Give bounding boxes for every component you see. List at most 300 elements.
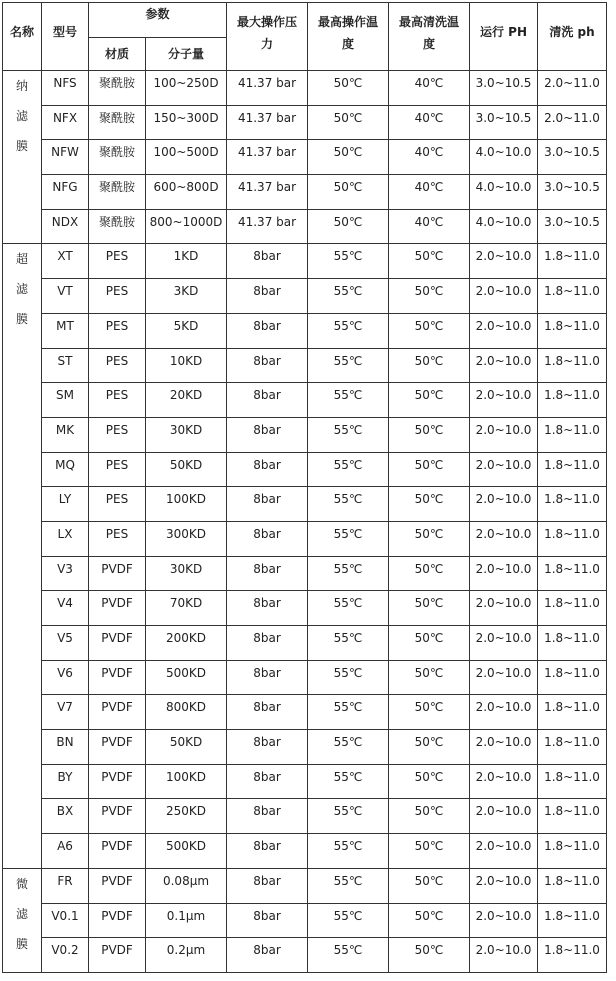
pressure-value: 8bar (253, 873, 281, 888)
clean-temp-value: 50℃ (414, 492, 444, 507)
clean-ph-cell (538, 383, 607, 418)
material-value: PES (105, 422, 129, 437)
pressure-cell (227, 626, 308, 661)
op-temp-value: 55℃ (333, 665, 363, 680)
material-cell (89, 209, 146, 244)
run-ph-cell (470, 660, 538, 695)
op-temp-cell (308, 140, 389, 175)
run-ph-cell (470, 140, 538, 175)
model-cell (42, 175, 89, 210)
mw-value: 30KD (169, 561, 203, 576)
material-cell (89, 313, 146, 348)
clean-ph-cell (538, 660, 607, 695)
clean-ph-cell (538, 209, 607, 244)
clean-temp-value: 50℃ (414, 284, 444, 299)
clean-ph-value: 1.8~11.0 (544, 804, 600, 819)
material-value: PES (105, 388, 129, 403)
table-row (3, 660, 607, 695)
category-label-char: 滤 (15, 109, 28, 123)
op-temp-value: 50℃ (333, 76, 363, 90)
material-cell (89, 730, 146, 765)
table-row (3, 140, 607, 175)
category-label-char: 膜 (15, 312, 28, 327)
mw-cell (146, 799, 227, 834)
op-temp-value: 50℃ (333, 180, 363, 195)
op-temp-cell (308, 487, 389, 522)
material-value: 聚酰胺 (98, 180, 135, 195)
table-row (3, 626, 607, 661)
model-cell (42, 834, 89, 869)
pressure-value: 8bar (253, 769, 281, 784)
clean-temp-value: 50℃ (414, 353, 444, 368)
model-value: A6 (57, 839, 73, 854)
clean-temp-cell (389, 626, 470, 661)
mw-cell (146, 834, 227, 869)
clean-ph-value: 1.8~11.0 (544, 249, 600, 264)
clean-ph-cell (538, 799, 607, 834)
model-cell (42, 730, 89, 765)
run-ph-value: 2.0~10.0 (475, 839, 532, 854)
table-row (3, 209, 607, 244)
pressure-cell (227, 556, 308, 591)
clean-temp-cell (389, 383, 470, 418)
op-temp-cell (308, 175, 389, 210)
material-value: PVDF (101, 631, 133, 645)
material-cell (89, 140, 146, 175)
run-ph-value: 2.0~10.0 (475, 353, 532, 368)
model-cell (42, 209, 89, 244)
model-value: BN (56, 735, 74, 750)
clean-temp-value: 50℃ (414, 318, 444, 333)
mw-value: 600~800D (153, 180, 219, 195)
pressure-value: 8bar (253, 735, 281, 750)
table-row (3, 764, 607, 799)
mw-cell (146, 105, 227, 140)
pressure-value: 41.37 bar (237, 110, 297, 125)
run-ph-value: 2.0~10.0 (475, 804, 532, 819)
table-row (3, 799, 607, 834)
model-cell (42, 348, 89, 383)
material-cell (89, 348, 146, 383)
table-row (3, 591, 607, 626)
clean-temp-value: 50℃ (414, 769, 444, 784)
material-cell (89, 591, 146, 626)
clean-temp-cell (389, 348, 470, 383)
clean-ph-value: 1.8~11.0 (544, 735, 600, 750)
category-label-char: 膜 (15, 139, 28, 153)
mw-cell (146, 591, 227, 626)
clean-ph-value: 1.8~11.0 (544, 561, 600, 576)
table-row (3, 834, 607, 869)
run-ph-value: 2.0~10.0 (475, 284, 532, 299)
material-cell (89, 244, 146, 279)
clean-temp-value: 40℃ (414, 110, 444, 125)
op-temp-value: 55℃ (333, 596, 363, 611)
pressure-cell (227, 903, 308, 938)
pressure-cell (227, 105, 308, 140)
material-cell (89, 71, 146, 106)
clean-ph-cell (538, 834, 607, 869)
table-body (3, 71, 607, 973)
mw-cell (146, 417, 227, 452)
pressure-cell (227, 279, 308, 314)
clean-ph-value: 1.8~11.0 (544, 769, 600, 784)
model-value: BX (56, 804, 74, 819)
pressure-cell (227, 660, 308, 695)
mw-value: 100KD (166, 769, 207, 784)
mw-cell (146, 938, 227, 973)
mw-cell (146, 348, 227, 383)
pressure-cell (227, 799, 308, 834)
model-cell (42, 313, 89, 348)
pressure-value: 8bar (253, 249, 281, 264)
pressure-cell (227, 764, 308, 799)
pressure-value: 8bar (253, 526, 281, 541)
run-ph-value: 2.0~10.0 (475, 249, 532, 264)
mw-cell (146, 730, 227, 765)
run-ph-cell (470, 313, 538, 348)
material-value: PES (105, 526, 129, 541)
clean-temp-cell (389, 487, 470, 522)
header-name: 名称 (3, 3, 42, 71)
category-label-char: 滤 (15, 282, 28, 297)
model-value: LX (57, 526, 73, 541)
run-ph-cell (470, 834, 538, 869)
op-temp-cell (308, 383, 389, 418)
model-cell (42, 799, 89, 834)
op-temp-cell (308, 279, 389, 314)
mw-value: 150~300D (153, 110, 219, 125)
op-temp-value: 55℃ (333, 249, 363, 264)
op-temp-cell (308, 695, 389, 730)
clean-temp-cell (389, 175, 470, 210)
model-value: NDX (51, 214, 79, 229)
material-value: PES (105, 249, 129, 264)
table-row (3, 452, 607, 487)
category-label-char: 纳 (15, 79, 28, 93)
clean-temp-cell (389, 799, 470, 834)
material-cell (89, 487, 146, 522)
run-ph-value: 2.0~10.0 (475, 596, 532, 611)
mw-cell (146, 764, 227, 799)
model-cell (42, 521, 89, 556)
run-ph-value: 2.0~10.0 (475, 422, 532, 437)
material-value: 聚酰胺 (98, 145, 135, 160)
material-cell (89, 383, 146, 418)
run-ph-cell (470, 903, 538, 938)
pressure-value: 41.37 bar (237, 180, 297, 195)
model-cell (42, 71, 89, 106)
table-row (3, 417, 607, 452)
pressure-value: 8bar (253, 665, 281, 680)
op-temp-value: 55℃ (333, 492, 363, 507)
clean-temp-cell (389, 764, 470, 799)
run-ph-cell (470, 348, 538, 383)
material-value: PES (105, 318, 129, 333)
model-value: V6 (57, 665, 73, 680)
mw-value: 800KD (166, 700, 207, 715)
clean-ph-value: 1.8~11.0 (544, 873, 600, 888)
table-row (3, 487, 607, 522)
model-cell (42, 626, 89, 661)
pressure-value: 8bar (253, 700, 281, 715)
clean-temp-value: 50℃ (414, 943, 444, 958)
clean-temp-cell (389, 903, 470, 938)
pressure-cell (227, 730, 308, 765)
clean-ph-cell (538, 452, 607, 487)
clean-ph-value: 2.0~11.0 (544, 110, 600, 125)
clean-temp-cell (389, 695, 470, 730)
table-row (3, 279, 607, 314)
pressure-cell (227, 383, 308, 418)
op-temp-cell (308, 834, 389, 869)
clean-temp-cell (389, 417, 470, 452)
clean-ph-value: 1.8~11.0 (544, 318, 600, 333)
op-temp-value: 55℃ (333, 804, 363, 819)
material-value: 聚酰胺 (98, 214, 135, 229)
material-value: PVDF (101, 700, 133, 715)
material-value: PVDF (101, 804, 133, 819)
material-cell (89, 799, 146, 834)
mw-value: 50KD (169, 735, 203, 750)
model-cell (42, 938, 89, 973)
pressure-cell (227, 591, 308, 626)
op-temp-value: 55℃ (333, 526, 363, 541)
pressure-value: 8bar (253, 457, 281, 472)
mw-value: 70KD (169, 596, 203, 611)
run-ph-cell (470, 71, 538, 106)
model-value: V7 (57, 700, 73, 715)
run-ph-value: 2.0~10.0 (475, 735, 532, 750)
mw-cell (146, 383, 227, 418)
model-cell (42, 140, 89, 175)
clean-ph-value: 1.8~11.0 (544, 353, 600, 368)
run-ph-cell (470, 175, 538, 210)
run-ph-cell (470, 626, 538, 661)
mw-value: 1KD (173, 249, 199, 264)
mw-cell (146, 695, 227, 730)
pressure-cell (227, 209, 308, 244)
run-ph-value: 3.0~10.5 (475, 110, 532, 125)
op-temp-value: 55℃ (333, 873, 363, 888)
material-cell (89, 279, 146, 314)
clean-temp-value: 50℃ (414, 526, 444, 541)
model-value: BY (57, 769, 73, 784)
pressure-value: 41.37 bar (237, 214, 297, 229)
run-ph-value: 4.0~10.0 (475, 145, 532, 160)
pressure-value: 8bar (253, 422, 281, 437)
run-ph-cell (470, 799, 538, 834)
clean-temp-cell (389, 313, 470, 348)
mw-cell (146, 452, 227, 487)
clean-ph-value: 1.8~11.0 (544, 422, 600, 437)
clean-ph-cell (538, 348, 607, 383)
clean-temp-cell (389, 521, 470, 556)
category-label-char: 膜 (15, 936, 28, 951)
material-value: PVDF (101, 561, 133, 576)
material-cell (89, 417, 146, 452)
run-ph-cell (470, 452, 538, 487)
material-value: PVDF (101, 596, 133, 611)
clean-temp-value: 50℃ (414, 249, 444, 264)
pressure-value: 8bar (253, 943, 281, 958)
category-label-char: 超 (15, 252, 28, 267)
clean-temp-value: 50℃ (414, 735, 444, 750)
clean-ph-value: 1.8~11.0 (544, 908, 600, 923)
table-row (3, 105, 607, 140)
mw-value: 0.08μm (162, 873, 210, 888)
op-temp-value: 55℃ (333, 769, 363, 784)
run-ph-value: 3.0~10.5 (475, 76, 532, 90)
pressure-cell (227, 868, 308, 903)
material-cell (89, 105, 146, 140)
run-ph-value: 2.0~10.0 (475, 908, 532, 923)
pressure-cell (227, 348, 308, 383)
run-ph-value: 2.0~10.0 (475, 631, 532, 645)
clean-ph-cell (538, 556, 607, 591)
op-temp-cell (308, 417, 389, 452)
pressure-value: 8bar (253, 388, 281, 403)
op-temp-cell (308, 591, 389, 626)
op-temp-value: 55℃ (333, 943, 363, 958)
run-ph-value: 2.0~10.0 (475, 492, 532, 507)
op-temp-cell (308, 71, 389, 106)
run-ph-value: 2.0~10.0 (475, 457, 532, 472)
op-temp-cell (308, 799, 389, 834)
run-ph-cell (470, 764, 538, 799)
clean-temp-cell (389, 71, 470, 106)
op-temp-cell (308, 348, 389, 383)
table-row (3, 938, 607, 973)
clean-temp-value: 40℃ (414, 214, 444, 229)
model-value: XT (57, 249, 73, 264)
run-ph-cell (470, 938, 538, 973)
category-label-char: 微 (15, 876, 28, 891)
material-cell (89, 834, 146, 869)
table-row (3, 556, 607, 591)
clean-ph-cell (538, 764, 607, 799)
mw-cell (146, 521, 227, 556)
material-cell (89, 452, 146, 487)
clean-ph-cell (538, 487, 607, 522)
clean-temp-cell (389, 834, 470, 869)
run-ph-cell (470, 383, 538, 418)
pressure-cell (227, 834, 308, 869)
material-value: 聚酰胺 (98, 110, 135, 125)
run-ph-cell (470, 591, 538, 626)
pressure-cell (227, 938, 308, 973)
header-op-temp: 最高操作温度 (308, 3, 389, 71)
clean-ph-value: 2.0~11.0 (544, 76, 600, 90)
model-cell (42, 591, 89, 626)
run-ph-value: 2.0~10.0 (475, 665, 532, 680)
category-cell (3, 868, 42, 972)
run-ph-value: 2.0~10.0 (475, 388, 532, 403)
clean-temp-cell (389, 868, 470, 903)
run-ph-value: 4.0~10.0 (475, 214, 532, 229)
material-cell (89, 556, 146, 591)
table-row (3, 244, 607, 279)
pressure-cell (227, 140, 308, 175)
category-label-char: 滤 (15, 906, 28, 921)
pressure-cell (227, 695, 308, 730)
mw-cell (146, 556, 227, 591)
run-ph-cell (470, 556, 538, 591)
model-value: SM (56, 388, 74, 403)
clean-ph-cell (538, 868, 607, 903)
op-temp-value: 50℃ (333, 110, 363, 125)
table-row (3, 868, 607, 903)
op-temp-cell (308, 938, 389, 973)
model-value: V0.1 (51, 908, 79, 923)
op-temp-cell (308, 903, 389, 938)
op-temp-value: 55℃ (333, 700, 363, 715)
header-params: 参数 (89, 3, 227, 38)
material-cell (89, 938, 146, 973)
model-value: NFW (51, 145, 79, 160)
mw-value: 250KD (166, 804, 207, 819)
model-cell (42, 660, 89, 695)
run-ph-cell (470, 487, 538, 522)
clean-temp-value: 50℃ (414, 596, 444, 611)
op-temp-value: 55℃ (333, 561, 363, 576)
material-value: PVDF (101, 665, 133, 680)
mw-cell (146, 244, 227, 279)
material-cell (89, 521, 146, 556)
clean-temp-cell (389, 452, 470, 487)
run-ph-cell (470, 105, 538, 140)
clean-temp-value: 50℃ (414, 631, 444, 645)
pressure-value: 8bar (253, 596, 281, 611)
mw-value: 3KD (173, 284, 199, 299)
mw-value: 50KD (169, 457, 203, 472)
mw-value: 0.1μm (166, 908, 206, 923)
mw-value: 10KD (169, 353, 203, 368)
header-pressure: 最大操作压力 (227, 3, 308, 71)
material-value: PES (105, 492, 129, 507)
op-temp-value: 55℃ (333, 908, 363, 923)
header-run-ph: 运行 PH (470, 3, 538, 71)
table-header (3, 3, 607, 71)
op-temp-cell (308, 105, 389, 140)
clean-ph-value: 3.0~10.5 (544, 145, 600, 160)
mw-value: 100~500D (153, 145, 219, 160)
mw-value: 300KD (166, 526, 207, 541)
pressure-cell (227, 313, 308, 348)
run-ph-value: 2.0~10.0 (475, 873, 532, 888)
model-cell (42, 279, 89, 314)
header-model: 型号 (42, 3, 89, 71)
pressure-value: 8bar (253, 284, 281, 299)
clean-ph-value: 1.8~11.0 (544, 526, 600, 541)
table-row (3, 695, 607, 730)
clean-ph-value: 1.8~11.0 (544, 492, 600, 507)
op-temp-value: 55℃ (333, 839, 363, 854)
pressure-cell (227, 244, 308, 279)
material-value: PVDF (101, 943, 133, 958)
material-cell (89, 695, 146, 730)
pressure-value: 8bar (253, 353, 281, 368)
table-row (3, 730, 607, 765)
clean-ph-cell (538, 903, 607, 938)
model-value: V4 (57, 596, 73, 611)
model-cell (42, 383, 89, 418)
category-cell (3, 244, 42, 868)
clean-ph-value: 1.8~11.0 (544, 631, 600, 645)
clean-ph-cell (538, 71, 607, 106)
op-temp-value: 55℃ (333, 457, 363, 472)
op-temp-cell (308, 244, 389, 279)
